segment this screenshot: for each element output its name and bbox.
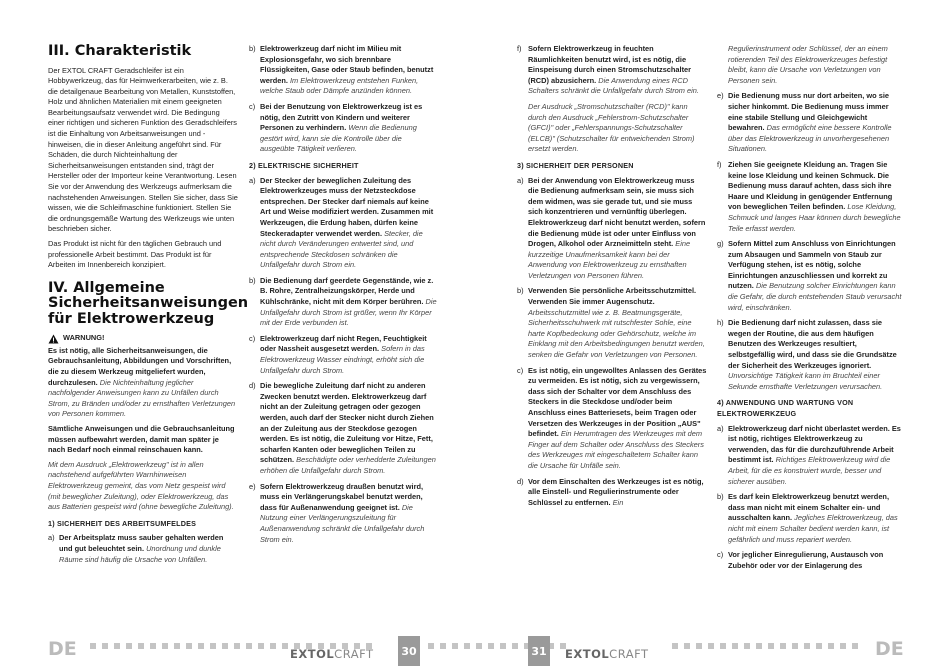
list-item (717, 550, 905, 571)
list-item (717, 160, 905, 234)
list-marker: a) (517, 175, 524, 185)
list-marker: a) (249, 175, 256, 185)
list-item-continuation (717, 44, 905, 86)
italic-text: Unvorsichtige Tätigkeit kann im Bruchteil einer Sekunde ernsthafte Verletzungen verursachen. (728, 371, 883, 391)
italic-text: Lose Kleidung, Schmuck und langes Haar können durch bewegliche Teile erfasst werden. (728, 202, 901, 233)
paragraph: Der EXTOL CRAFT Geradschleifer ist ein Hobbywerkzeug, das für Heimwerkerarbeiten, wie z. B. die detailgenaue Bearbeitung von Metallen, Kunststoffen, Holz und ähnlichen Materialien mit einem geeigneten Bearbeitungsaufsatz verwendet wird. Die Bedingung einer richtigen und sicheren Funktion des Geradschleifers ist die Einhaltung von Arbeitsanweisungen und -hinweisen, die in dieser Anleitung angeführt sind. Für Schäden, die durch Nichteinhaltung der Sicherheitsanweisungen entstanden sind, trägt der Hersteller oder der Importeur keine Verantwortung. Lesen Sie vor der Anwendung des Werkzeugs aufmerksam die nachstehenden Anweisungen. Stellen Sie sicher, dass Sie wissen, wie die Schleifmaschine funktioniert. Stellen Sie die ordnungsgemäße Wartung des Werkzeugs wie unten beschrieben sicher. (48, 65, 238, 234)
bold-text: Bei der Anwendung von Elektrowerkzeug muss die Bedienung aufmerksam sein, sie muss sich dem widmen, was sie gerade tut, und sie muss sich konzentrieren und vernünftig überlegen. Elektrowerkzeug darf nicht benutzt werden, sofern die Bedienung müde ist oder unter Einfluss von Drogen, Alkohol oder Arzneimitteln steht. (528, 175, 706, 249)
italic-text: Ein Herumtragen des Werkzeuges mit dem Finger auf dem Schalter oder Anschluss des Steckers des Werkzeuges mit eingeschaltetem Schalter kann die Ursache für Unfälle sein. (528, 429, 704, 470)
list-item (717, 424, 905, 488)
bold-text: Der Arbeitsplatz muss sauber gehalten werden und gut beleuchtet sein. (59, 533, 224, 553)
bold-text: Elektrowerkzeug darf nicht überlastet werden. Es ist nötig, richtiges Elektrowerkzeug zu verwenden, das für die durchzuführende Arbeit bestimmt ist. (728, 423, 901, 465)
italic-text: Mit dem Ausdruck „Elektrowerkzeug" ist in allen nachstehend aufgeführten Warnhinweisen Elektrowerkzeug gemeint, das vom Netz gespeist wird (mit beweglicher Zuleitung), oder Elektrowerkzeug, das aus Batterien gespeist wird (ohne bewegliche Zuleitung). (48, 459, 234, 512)
list-marker: b) (249, 275, 256, 285)
bold-text: Ziehen Sie geeignete Kleidung an. Tragen Sie keine lose Kleidung und keinen Schmuck. Die Bedienung muss darauf achten, dass sich ihre Haare und Kleidung in genügender Entfernung von beweglichen Teilen befinden. (728, 159, 893, 212)
bold-text: Bei der Benutzung von Elektrowerkzeug ist es nötig, den Zutritt von Kindern und weiterer Personen zu verhindern. (260, 101, 423, 133)
paragraph: Sämtliche Anweisungen und die Gebrauchsanleitung müssen aufbewahrt werden, damit man später je nach Bedarf noch einmal reinschauen kann. (48, 424, 235, 455)
list-marker: c) (517, 365, 524, 375)
brand-bold: EXTOL (565, 647, 610, 661)
list-marker: d) (249, 381, 256, 391)
brand-logo-left (290, 647, 374, 661)
list-marker: f) (517, 44, 522, 53)
warning-text: WARNUNG! (63, 333, 105, 343)
brand-light: CRAFT (609, 647, 649, 661)
list-item (249, 276, 437, 329)
brand-logo-right (565, 647, 649, 661)
list-item (717, 91, 905, 155)
bold-text: Vor jeglicher Einregulierung, Austausch von Zubehör oder vor der Einlagerung des (728, 550, 884, 570)
bold-text: Verwenden Sie persönliche Arbeitsschutzmittel. Verwenden Sie immer Augenschutz. (528, 286, 697, 307)
warning-triangle-icon (48, 334, 59, 344)
list-marker: b) (717, 492, 724, 502)
list-item (517, 44, 707, 97)
list-marker: c) (249, 333, 256, 343)
bold-text: Elektrowerkzeug darf nicht im Milieu mit Explosionsgefahr, wo sich brennbare Flüssigkeiten, Gase oder Staub befinden, benutzt werden. (260, 44, 434, 85)
bold-text: Sofern Mittel zum Anschluss von Einrichtungen zum Absaugen und Sammeln von Staub zur Verfügung stehen, ist es nötig, solche Einrichtungen anzuschliessen und korrekt zu nutzen. (728, 239, 896, 291)
list-item (249, 102, 437, 155)
column-3 (517, 44, 707, 513)
section-heading-characteristics: III. Charakteristik (48, 43, 192, 59)
subsection-heading: 2) ELEKTRISCHE SICHERHEIT (249, 160, 359, 170)
language-label-right: DE (875, 638, 904, 660)
language-label-left: DE (48, 638, 77, 660)
list-item (48, 533, 238, 565)
list-item-continuation (517, 102, 707, 155)
italic-text: Arbeitsschutzmittel wie z. B. Beatmungsgeräte, Sicherheitsschuhwerk mit rutschfester Sohle, eine harte Kopfbedeckung oder Gehörschutz, welche im Einklang mit den Arbeitsbedingungen benutzt werden, senken die Gefahr von Verletzungen von Personen. (528, 307, 705, 360)
italic-text: Die Nichteinhaltung jeglicher nachfolgender Anweisungen kann zu Unfällen durch Strom, zu Bränden und/oder zu ernsthaften Verletzungen von Personen kommen. (48, 377, 236, 419)
page-footer (0, 636, 950, 666)
bold-text: Der Stecker der beweglichen Zuleitung des Elektrowerkzeuges muss der Netzsteckdose entsprechen. Der Stecker darf niemals auf keine Art und Weise modifiziert werden. Zusammen mit Werkzeugen, die Erdung haben, dürfen keine Steckeradapter verwendet werden. (260, 175, 434, 238)
list-item (517, 366, 707, 472)
list-item (717, 492, 905, 545)
list-item (249, 482, 437, 546)
italic-text: Die Benutzung solcher Einrichtungen kann die Gefahr, die durch entstehenden Staub verursacht wird, einschränken. (728, 281, 902, 312)
italic-text: Beschädigte oder verhedderte Zuleitungen erhöhen die Unfallgefahr durch Strom. (260, 455, 436, 475)
list-item (517, 477, 707, 509)
column-1 (48, 43, 249, 570)
list-item (717, 318, 905, 392)
list-marker: c) (249, 101, 256, 111)
list-item (517, 176, 707, 282)
list-marker: g) (717, 239, 724, 249)
bold-text: Es ist nötig, alle Sicherheitsanweisungen, die Gebrauchsanleitung, Abbildungen und Vorschriften, die zu diesem Werkzeug mitgeliefert wurden, durchzulesen. (48, 345, 232, 387)
list-marker: b) (249, 44, 256, 53)
list-marker: c) (717, 550, 724, 560)
brand-bold: EXTOL (290, 647, 335, 661)
italic-text: Wenn die Bedienung gestört wird, kann sie die Kontrolle über die ausgeübte Tätigkeit verlieren. (260, 123, 417, 154)
italic-text: Die Unfallgefahr durch Strom ist größer, wenn Ihr Körper mit der Erde verbunden ist. (260, 297, 437, 328)
bold-text: Die bewegliche Zuleitung darf nicht zu anderen Zwecken benutzt werden. Elektrowerkzeug darf nicht an der Zuleitung getragen oder gezogen werden, auch darf der Stecker nicht durch Ziehen an der Zuleitung aus der Steckdose gezogen werden. Es ist nötig, die Zuleitung vor Hitze, Fett, scharfen Kanten oder beweglichen Teilen zu schützen. (260, 381, 434, 465)
italic-text: Jegliches Elektrowerkzeug, das nicht mit einem Schalter bedient werden kann, ist gefährlich und muss repariert werden. (728, 513, 898, 544)
bold-text: Es ist nötig, ein ungewolltes Anlassen des Gerätes zu vermeiden. Es ist nötig, sich zu vergewissern, dass sich der Schalter vor dem Anschluss des Steckers in die Steckdose und/oder beim Anschluss eines Batteriesets, beim Tragen oder Versetzen des Werkzeuges in der Position „AUS" befindet. (528, 365, 707, 439)
page-number-left: 30 (398, 636, 420, 666)
italic-text: Im Elektrowerkzeug entstehen Funken, welche Staub oder Dämpfe anzünden können. (260, 75, 419, 96)
list-marker: d) (517, 476, 524, 486)
list-marker: b) (517, 286, 524, 296)
column-2 (249, 44, 437, 550)
italic-text: Stecker, die nicht durch Veränderungen entwertet sind, und entsprechende Steckdosen schränken die Unfallgefahr durch Strom ein. (260, 228, 423, 270)
italic-text: Eine kurzzeitige Unaufmerksamkeit kann bei der Anwendung von Elektrowerkzeug zu ernsthaften Verletzungen von Personen führen. (528, 239, 691, 280)
column-4 (717, 44, 905, 576)
italic-text: Unordnung und dunkle Räume sind häufig die Ursache von Unfällen. (59, 543, 221, 564)
list-item (249, 334, 437, 376)
list-marker: f) (717, 159, 722, 169)
paragraph (48, 346, 238, 420)
list-marker: a) (48, 533, 55, 543)
subsection-heading: 4) ANWENDUNG UND WARTUNG VON ELEKTROWERKZEUG (717, 398, 854, 418)
brand-light: CRAFT (334, 647, 374, 661)
warning-label (48, 333, 238, 344)
list-item (517, 286, 707, 360)
italic-text: Richtiges Elektrowerkzeug wird die Arbeit, für die es konstruiert wurde, besser und sicherer ausüben. (728, 455, 891, 486)
bold-text: Die Bedienung muss nur dort arbeiten, wo sie sicher hinkommt. Die Bedienung muss immer eine stabile Stellung und Gleichgewicht bewahren. (728, 91, 889, 133)
list-marker: e) (717, 91, 724, 101)
italic-text: Sofern in das Elektrowerkzeug Wasser eindringt, erhöht sich die Unfallgefahr durch Strom. (260, 344, 425, 375)
italic-text: Ein (612, 497, 624, 507)
italic-text: Die Anwendung eines RCD Schalters schränkt die Unfallgefahr durch Strom ein. (528, 75, 699, 96)
bold-text: Die Bedienung darf nicht zulassen, dass sie wegen der Routine, die aus dem häufigen Benutzen des Werkzeuges resultiert, selbstgefällig wird, und dass sie die Grundsätze der Sicherheit des Werkzeuges ignoriert. (728, 318, 897, 370)
page-number-right: 31 (528, 636, 550, 666)
paragraph (48, 460, 238, 513)
list-item (249, 44, 437, 97)
list-marker: a) (717, 423, 724, 433)
italic-text: Regulierinstrument oder Schlüssel, der an einem rotierenden Teil des Elektrowerkzeuges befestigt bleibt, kann die Ursache von Verletzungen von Personen sein. (728, 44, 888, 85)
bold-text: Es darf kein Elektrowerkzeug benutzt werden, dass man nicht mit einem Schalter ein- und ausschalten kann. (728, 492, 889, 523)
paragraph: Das Produkt ist nicht für den täglichen Gebrauch und professionelle Arbeit bestimmt. Das Produkt ist für Arbeiten im Innenbereich konzipiert. (48, 239, 222, 270)
bold-text: Die Bedienung darf geerdete Gegenstände, wie z. B. Rohre, Zentralheizungskörper, Herde und Kühlschränke, nicht mit dem Körper berühren. (260, 275, 434, 307)
italic-text: Der Ausdruck „Stromschutzschalter (RCD)" kann durch den Ausdruck „Fehlerstrom-Schutzschalter (GFCI)" oder „Fehlerspannungs-Schutzschalter (ELCB)" (Schutzschalter für entweichenden Strom) ersetzt werden. (528, 101, 695, 154)
subsection-heading: 3) SICHERHEIT DER PERSONEN (517, 160, 634, 170)
bold-text: Vor dem Einschalten des Werkzeuges ist es nötig, alle Einstell- und Regulierinstrumente oder Schlüssel zu entfernen. (528, 476, 704, 507)
list-item (249, 176, 437, 271)
list-item (717, 239, 905, 313)
bold-text: Sofern Elektrowerkzeug draußen benutzt wird, muss ein Verlängerungskabel benutzt werden, dass für Außenanwendung geeignet ist. (260, 481, 424, 512)
list-marker: h) (717, 318, 724, 328)
list-marker: e) (249, 481, 256, 491)
italic-text: Die Nutzung einer Verlängerungszuleitung für Außenanwendung schränkt die Unfallgefahr durch Strom ein. (260, 502, 425, 544)
italic-text: Das ermöglicht eine bessere Kontrolle über das Elektrowerkzeug in unvorhergesehenen Situationen. (728, 123, 892, 154)
bold-text: Sofern Elektrowerkzeug in feuchten Räumlichkeiten benutzt wird, ist es nötig, die Einspeisung durch einen Stromschutzschalter (RCD) abzusichern. (528, 44, 692, 85)
list-item (249, 381, 437, 476)
decorative-dots-right (672, 643, 858, 651)
bold-text: Elektrowerkzeug darf nicht Regen, Feuchtigkeit oder Nassheit ausgesetzt werden. (260, 333, 427, 354)
subsection-heading: 1) SICHERHEIT DES ARBEITSUMFELDES (48, 518, 197, 528)
section-heading-safety: IV. Allgemeine Sicherheitsanweisungen für Elektrowerkzeug (48, 279, 249, 327)
